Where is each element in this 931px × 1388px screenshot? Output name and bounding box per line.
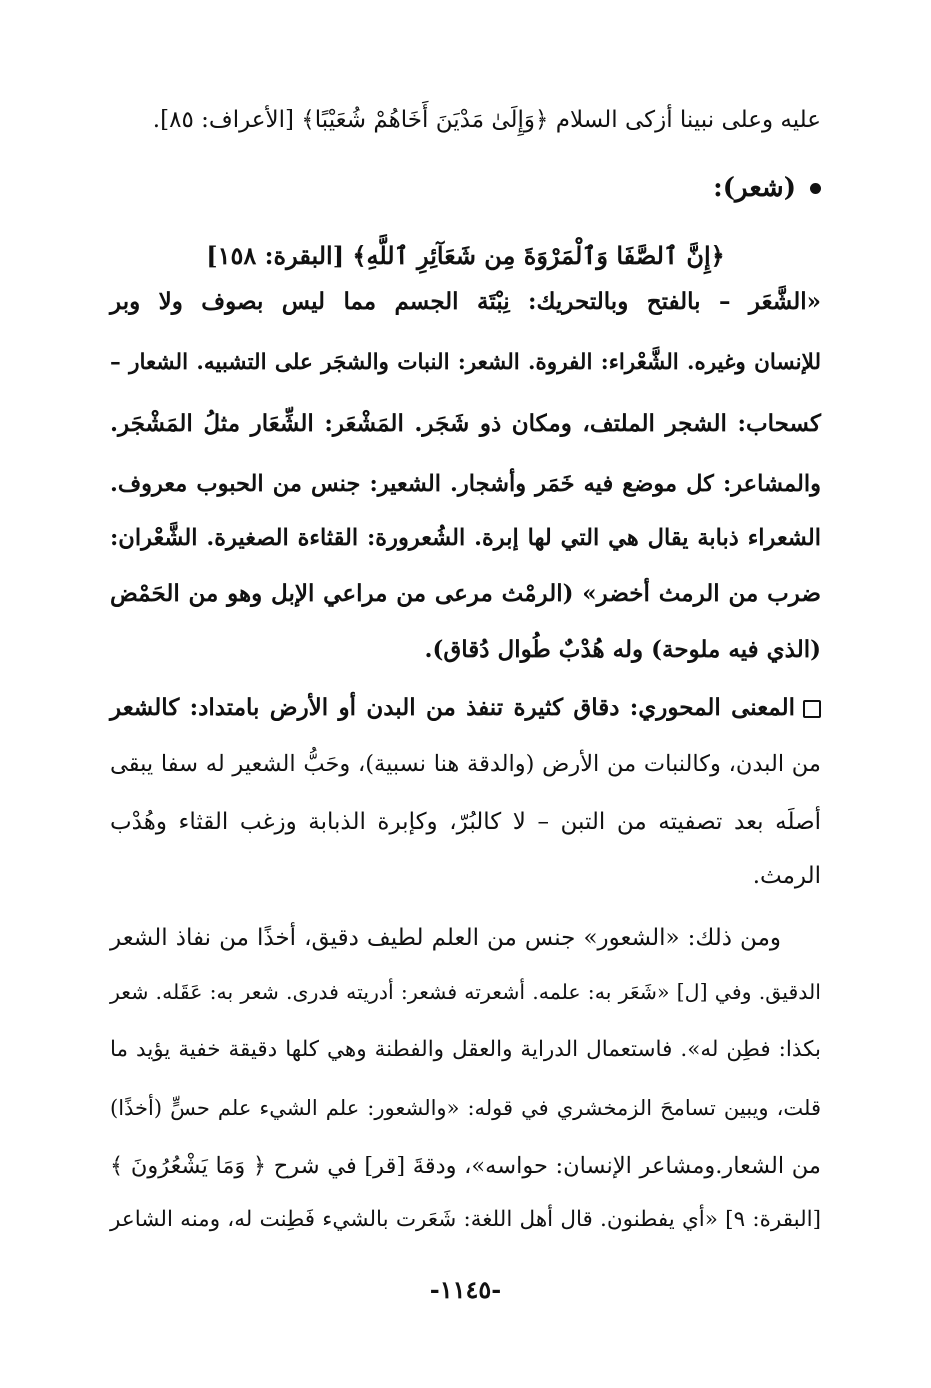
definition-line: والمشاعر: كل موضع فيه خَمَر وأشجار. الشعير: جنس من الحبوب معروف. (110, 471, 821, 497)
core-meaning-line: أصلَه بعد تصفيته من التبن – لا كالبُرّ، وكإبرة الذبابة وزغب القثاء وهُدْب (110, 809, 821, 835)
definition-line: «الشَّعَر – بالفتح وبالتحريك: نِبْتَة الجسم مما ليس بصوف ولا وبر (110, 288, 821, 315)
quran-verse: ﴿إِنَّ ٱلصَّفَا وَٱلْمَرْوَةَ مِن شَعَآئِرِ ٱللَّهِ﴾ [البقرة: ١٥٨] (206, 241, 725, 270)
core-meaning-text: المعنى المحوري: دقاق كثيرة تنفذ من البدن أو الأرض بامتداد: كالشعر (110, 694, 795, 721)
usage-line: الدقيق. وفي [ل] «شَعَر به: علمه. أشعرته فشعر: أدريته فدرى. شعر به: عَقَله. شعر (110, 980, 821, 1004)
square-box-icon (803, 700, 821, 718)
definition-line: الشعراء ذبابة يقال هي التي لها إبرة. الشُعرورة: القثاءة الصغيرة. الشَّعْران: (110, 525, 821, 551)
page-number: -١١٤٥- (429, 1275, 502, 1304)
definition-line: (الذي فيه ملوحة) وله هُدْبٌ طُوال دُقاق). (424, 636, 821, 663)
bullet-icon (810, 183, 821, 194)
intro-line: عليه وعلى نبينا أزكى السلام ﴿وَإِلَىٰ مَدْيَنَ أَخَاهُمْ شُعَيْبًا﴾ [الأعراف: ٨٥]. (152, 107, 821, 133)
core-meaning-line (110, 688, 821, 728)
usage-line: من الشعار.ومشاعر الإنسان: حواسه»، ودقةَ [قر] في شرح ﴿ وَمَا يَشْعُرُونَ ﴾ (110, 1153, 821, 1179)
usage-line: [البقرة: ٩] «أي يفطنون. قال أهل اللغة: شَعَرت بالشيء فَطِنت له، ومنه الشاعر (110, 1207, 821, 1232)
usage-line: بكذا: فطِن له». فاستعمال الدراية والعقل والفطنة وهي كلها دقيقة خفية يؤيد ما (110, 1037, 821, 1062)
core-meaning-line: الرمث. (752, 863, 821, 889)
usage-line: قلت، ويبين تسامحَ الزمخشري في قوله: «والشعور: علم الشيء علم حسٍّ (أخذًا) (110, 1096, 821, 1120)
entry-heading (713, 168, 821, 208)
usage-line: ومن ذلك: «الشعور» جنس من العلم لطيف دقيق، أخذًا من نفاذ الشعر (110, 925, 781, 951)
definition-line: للإنسان وغيره. الشَّعْراء: الفروة. الشعر: النبات والشجَر على التشبيه. الشعار – (110, 350, 821, 375)
definition-line: كسحاب: الشجر الملتف، ومكان ذو شَجَر. المَشْعَر: الشِّعَار مثلُ المَشْجَر. (110, 410, 821, 437)
entry-heading-text: (شعر): (713, 173, 796, 203)
core-meaning-line: من البدن، وكالنبات من الأرض (والدقة هنا نسبية)، وحَبُّ الشعير له سفا يبقى (110, 751, 821, 777)
definition-line: ضرب من الرمث أخضر» (الرمْث مرعى من مراعي الإبل وهو من الحَمْض (110, 580, 821, 607)
